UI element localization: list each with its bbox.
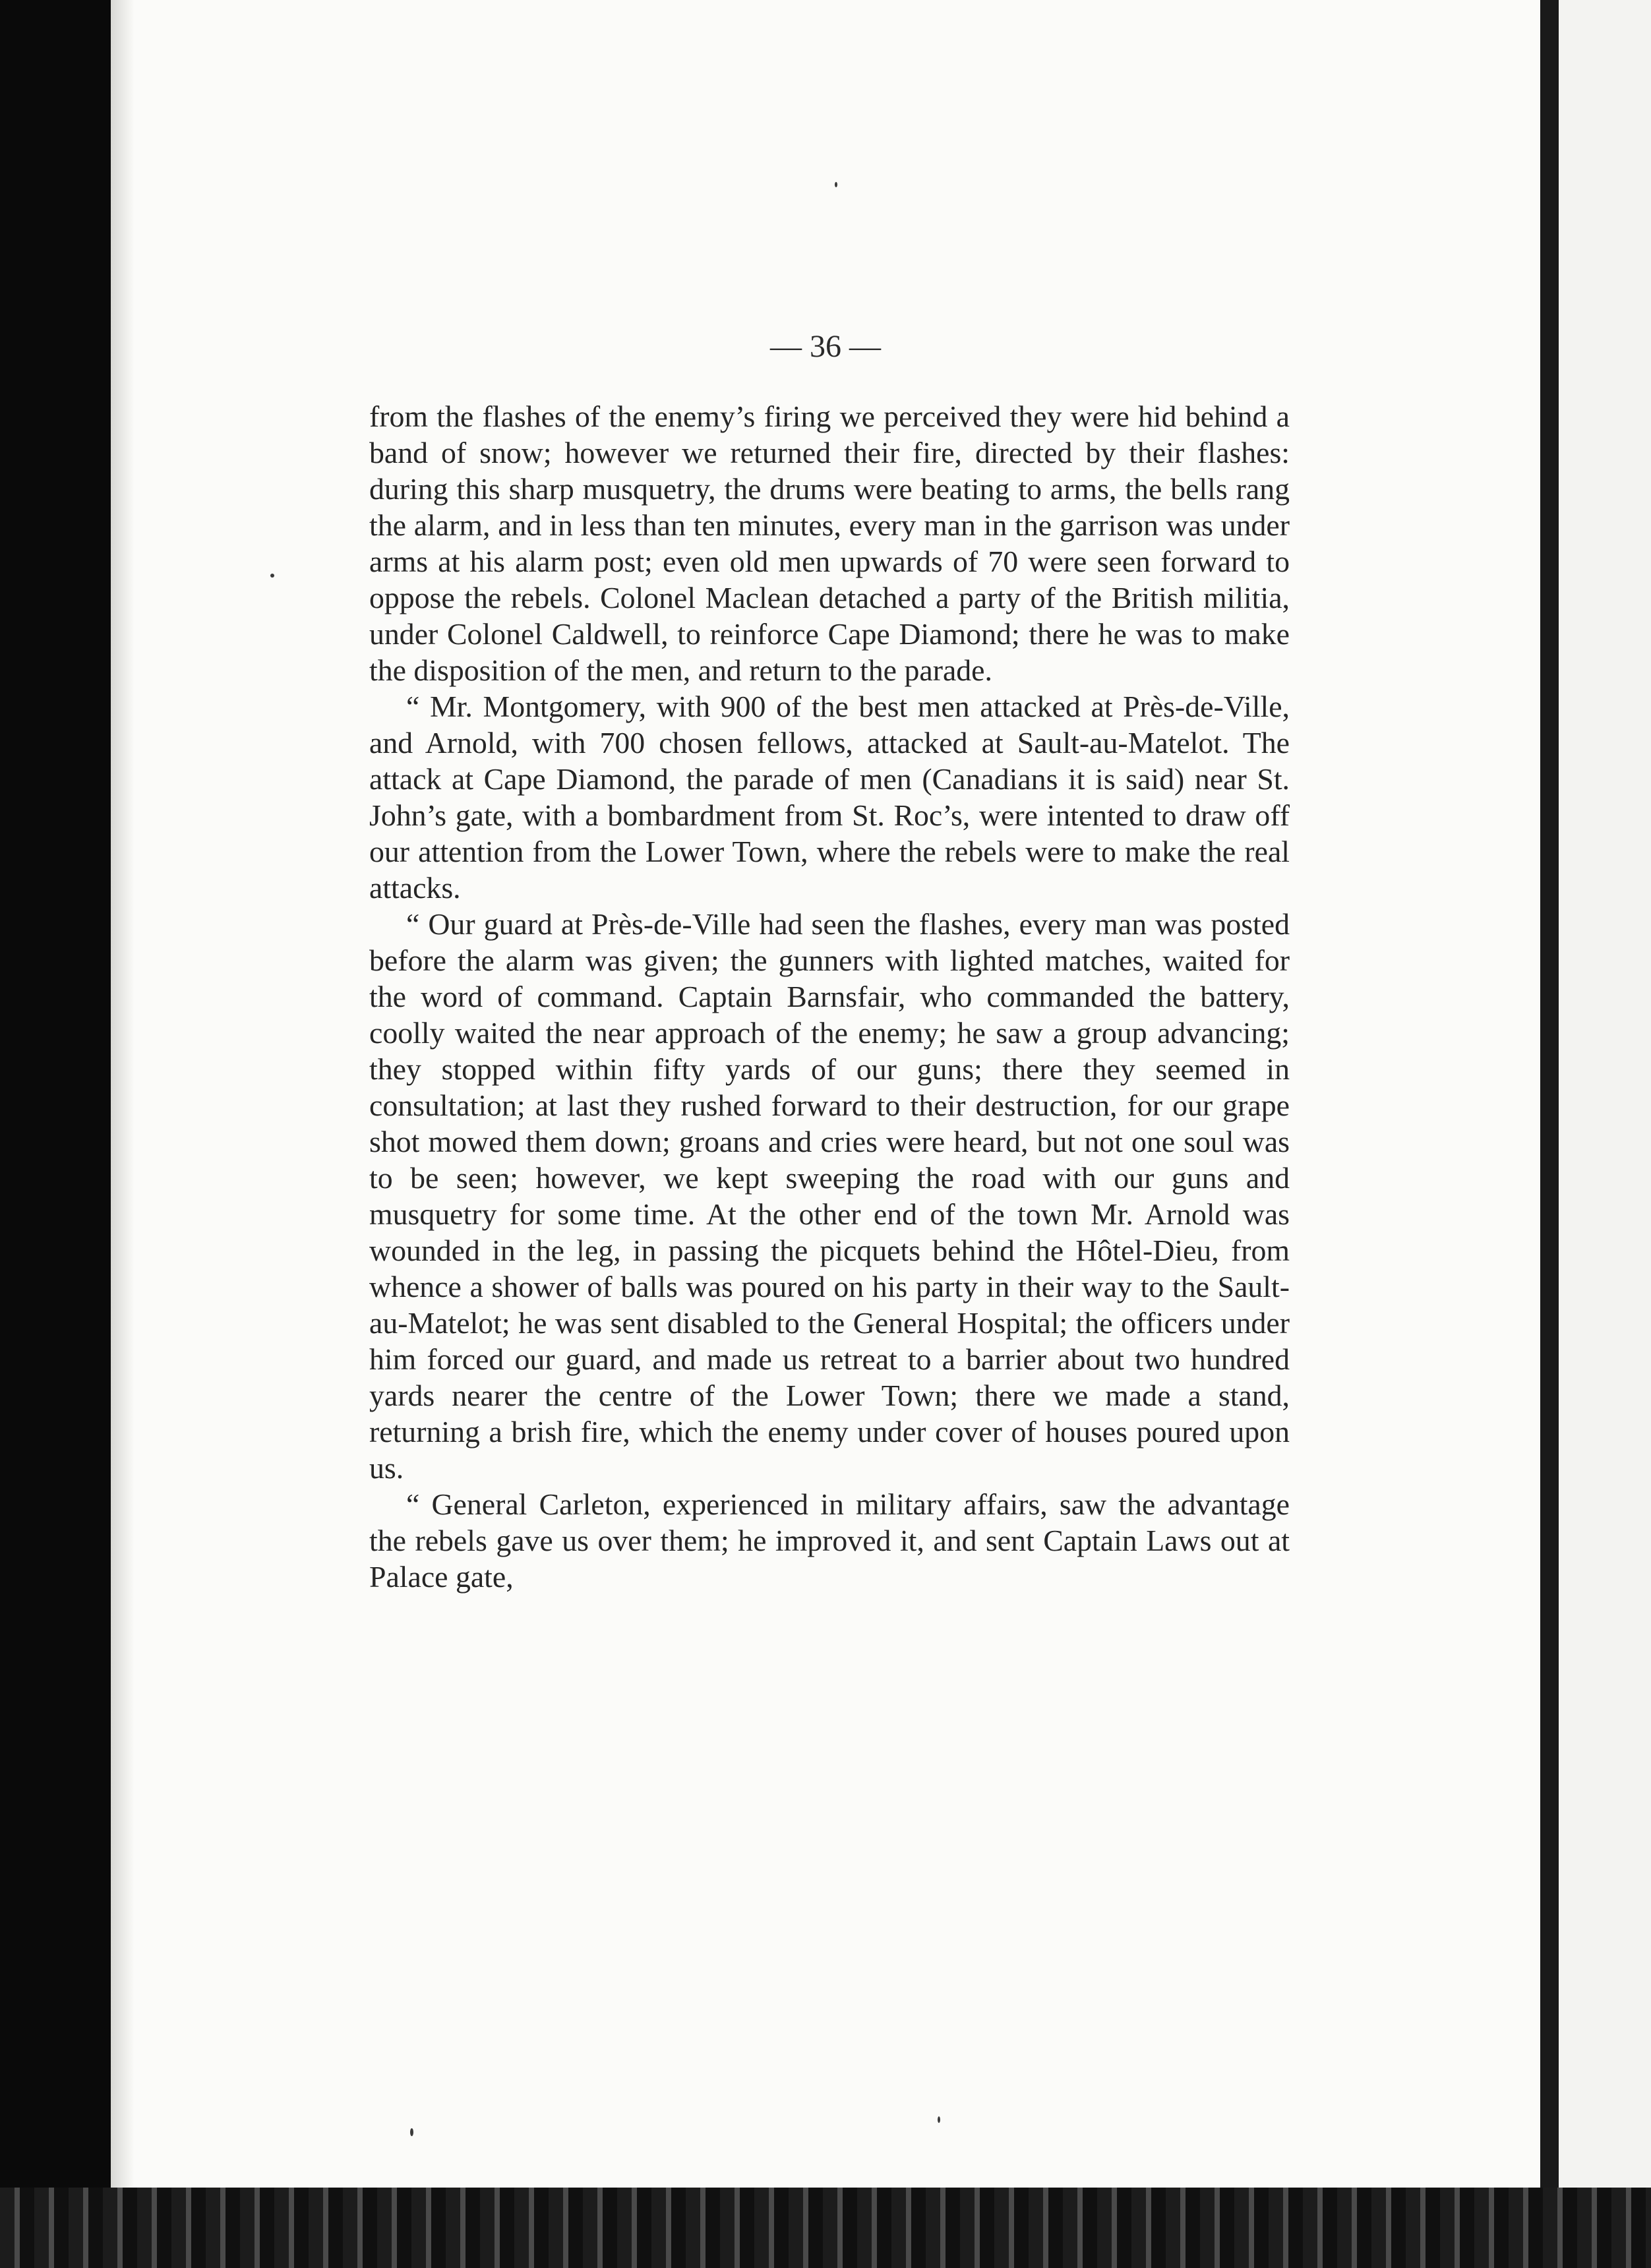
print-speck [270, 574, 274, 578]
scan-bottom-border [0, 2188, 1651, 2268]
paragraph: “ Our guard at Près-de-Ville had seen the flashes, every man was posted before the alarm was given; the gunners with lighted matches, waited for the word of command. Captain Barnsfair, who commanded the battery, coolly waited the near approach of the enemy; he saw a group advancing; they stopped within fifty yards of our guns; there they seemed in consultation; at last they rushed forward to their destruction, for our grape shot mowed them down; groans and cries were heard, but not one soul was to be seen; however, we kept sweeping the road with our guns and musquetry for some time. At the other end of the town Mr. Arnold was wounded in the leg, in passing the picquets behind the Hôtel-Dieu, from whence a shower of balls was poured on his party in their way to the Sault-au-Matelot; he was sent disabled to the General Hospital; the officers under him forced our guard, and made us retreat to a barrier about two hundred yards nearer the centre of the Lower Town; there we made a stand, returning a brish fire, which the enemy under cover of houses poured upon us. [369, 907, 1290, 1485]
print-speck [938, 2116, 940, 2123]
page-number: — 36 — [770, 329, 881, 364]
paragraph: “ Mr. Montgomery, with 900 of the best men attacked at Près-de-Ville, and Arnold, with 700 chosen fellows, attacked at Sault-au-Matelot. The attack at Cape Diamond, the parade of men (Canadians it is said) near St. John’s gate, with a bombardment from St. Roc’s, were intented to draw off our attention from the Lower Town, where the rebels were to make the real attacks. [369, 690, 1290, 905]
print-speck [410, 2128, 413, 2136]
print-speck [835, 182, 837, 187]
paragraph: “ General Carleton, experienced in military affairs, saw the advantage the rebels gave us over them; he improved it, and sent Captain Laws out at Palace gate, [369, 1487, 1290, 1594]
paragraph: from the flashes of the enemy’s firing we perceived they were hid behind a band of snow; however we returned their fire, directed by their flashes: during this sharp musquetry, the drums were beating to arms, the bells rang the alarm, and in less than ten minutes, every man in the garrison was under arms at his alarm post; even old men upwards of 70 were seen forward to oppose the rebels. Colonel Maclean detached a party of the British militia, under Colonel Caldwell, to reinforce Cape Diamond; there he was to make the disposition of the men, and return to the parade. [369, 400, 1290, 687]
page-body-text [369, 398, 1290, 1595]
